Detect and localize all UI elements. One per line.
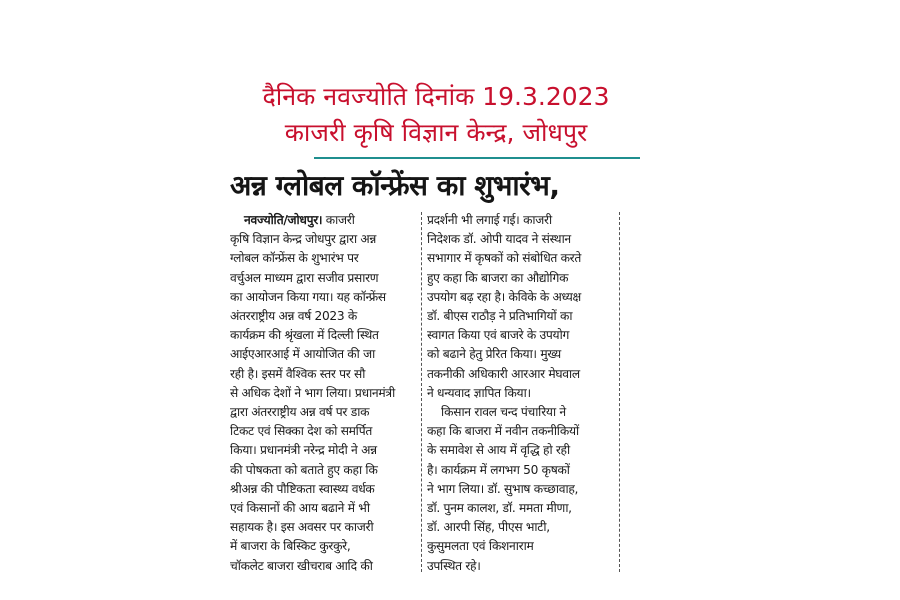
article-line: को बढाने हेतु प्रेरित किया। मुख्य bbox=[427, 347, 561, 362]
article-line: हुए कहा कि बाजरा का औद्योगिक bbox=[427, 270, 569, 285]
article-line: से अधिक देशों ने भाग लिया। प्रधानमंत्री bbox=[230, 385, 395, 400]
article-line: प्रदर्शनी भी लगाई गई। काजरी bbox=[427, 213, 552, 227]
article-line: उपयोग बढ़ रहा है। केविके के अध्यक्ष bbox=[427, 289, 581, 304]
article-line: सहायक है। इस अवसर पर काजरी bbox=[230, 520, 374, 535]
article-headline: अन्न ग्लोबल कॉन्फ्रेंस का शुभारंभ, bbox=[230, 169, 560, 202]
article-line: तकनीकी अधिकारी आरआर मेघवाल bbox=[427, 366, 580, 381]
caption-newspaper-date: दैनिक नवज्योति दिनांक 19.3.2023 bbox=[262, 82, 610, 111]
caption-institution: काजरी कृषि विज्ञान केन्द्र, जोधपुर bbox=[284, 118, 588, 147]
newspaper-clipping bbox=[222, 152, 640, 588]
article-line: डॉ. बीएस राठौड़ ने प्रतिभागियों का bbox=[427, 309, 573, 324]
article-line: द्वारा अंतरराष्ट्रीय अन्न वर्ष पर डाक bbox=[230, 405, 370, 420]
article-line: टिकट एवं सिक्का देश को समर्पित bbox=[230, 424, 373, 439]
article-line: एवं किसानों की आय बढाने में भी bbox=[230, 501, 370, 516]
article-column-2 bbox=[427, 211, 617, 576]
article-line: निदेशक डॉ. ओपी यादव ने संस्थान bbox=[427, 232, 571, 247]
article-line: कृषि विज्ञान केन्द्र जोधपुर द्वारा अन्न bbox=[230, 232, 377, 247]
article-line: की पोषकता को बताते हुए कहा कि bbox=[230, 462, 378, 477]
article-line-text: काजरी bbox=[322, 213, 355, 227]
article-line: है। कार्यक्रम में लगभग 50 कृषकों bbox=[427, 462, 570, 477]
article-line: में बाजरा के बिस्किट कुरकुरे, bbox=[230, 539, 351, 554]
article-line: कुसुमलता एवं किशनाराम bbox=[427, 539, 534, 554]
article-line: किसान रावल चन्द पंचारिया ने bbox=[441, 405, 566, 420]
article-line: स्वागत किया एवं बाजरे के उपयोग bbox=[427, 328, 570, 343]
article-line: का आयोजन किया गया। यह कॉन्फ्रेंस bbox=[230, 289, 386, 304]
article-line: ने भाग लिया। डॉ. सुभाष कच्छावाह, bbox=[427, 481, 579, 496]
column-divider bbox=[619, 212, 620, 572]
column-divider bbox=[421, 212, 422, 572]
article-line: श्रीअन्न की पौष्टिकता स्वास्थ्य वर्धक bbox=[230, 481, 375, 496]
article-column-1 bbox=[230, 211, 420, 576]
article-line: किया। प्रधानमंत्री नरेन्द्र मोदी ने अन्न bbox=[230, 443, 377, 458]
article-line: वर्चुअल माध्यम द्वारा सजीव प्रसारण bbox=[230, 270, 379, 285]
article-line: आईएआरआई में आयोजित की जा bbox=[230, 347, 375, 362]
article-line: चॉकलेट बाजरा खीचराब आदि की bbox=[230, 558, 373, 573]
article-line: कहा कि बाजरा में नवीन तकनीकियों bbox=[427, 424, 579, 439]
article-line: रही है। इसमें वैश्विक स्तर पर सौ bbox=[230, 366, 366, 381]
article-line: डॉ. आरपी सिंह, पीएस भाटी, bbox=[427, 520, 550, 535]
article-line: ने धन्यवाद ज्ञापित किया। bbox=[427, 385, 531, 400]
article-line bbox=[230, 211, 420, 230]
article-line: अंतरराष्ट्रीय अन्न वर्ष 2023 के bbox=[230, 309, 357, 324]
article-line: डॉ. पुनम कालश, डॉ. ममता मीणा, bbox=[427, 501, 572, 516]
article-line: ग्लोबल कॉन्फ्रेंस के शुभारंभ पर bbox=[230, 251, 359, 266]
article-line: के समावेश से आय में वृद्धि हो रही bbox=[427, 443, 570, 458]
article-line: उपस्थित रहे। bbox=[427, 558, 481, 573]
article-line: कार्यक्रम की श्रृंखला में दिल्ली स्थित bbox=[230, 328, 379, 343]
header-rule bbox=[314, 157, 640, 159]
dateline: नवज्योति/जोधपुर। bbox=[244, 213, 323, 227]
article-line: सभागार में कृषकों को संबोधित करते bbox=[427, 251, 582, 266]
